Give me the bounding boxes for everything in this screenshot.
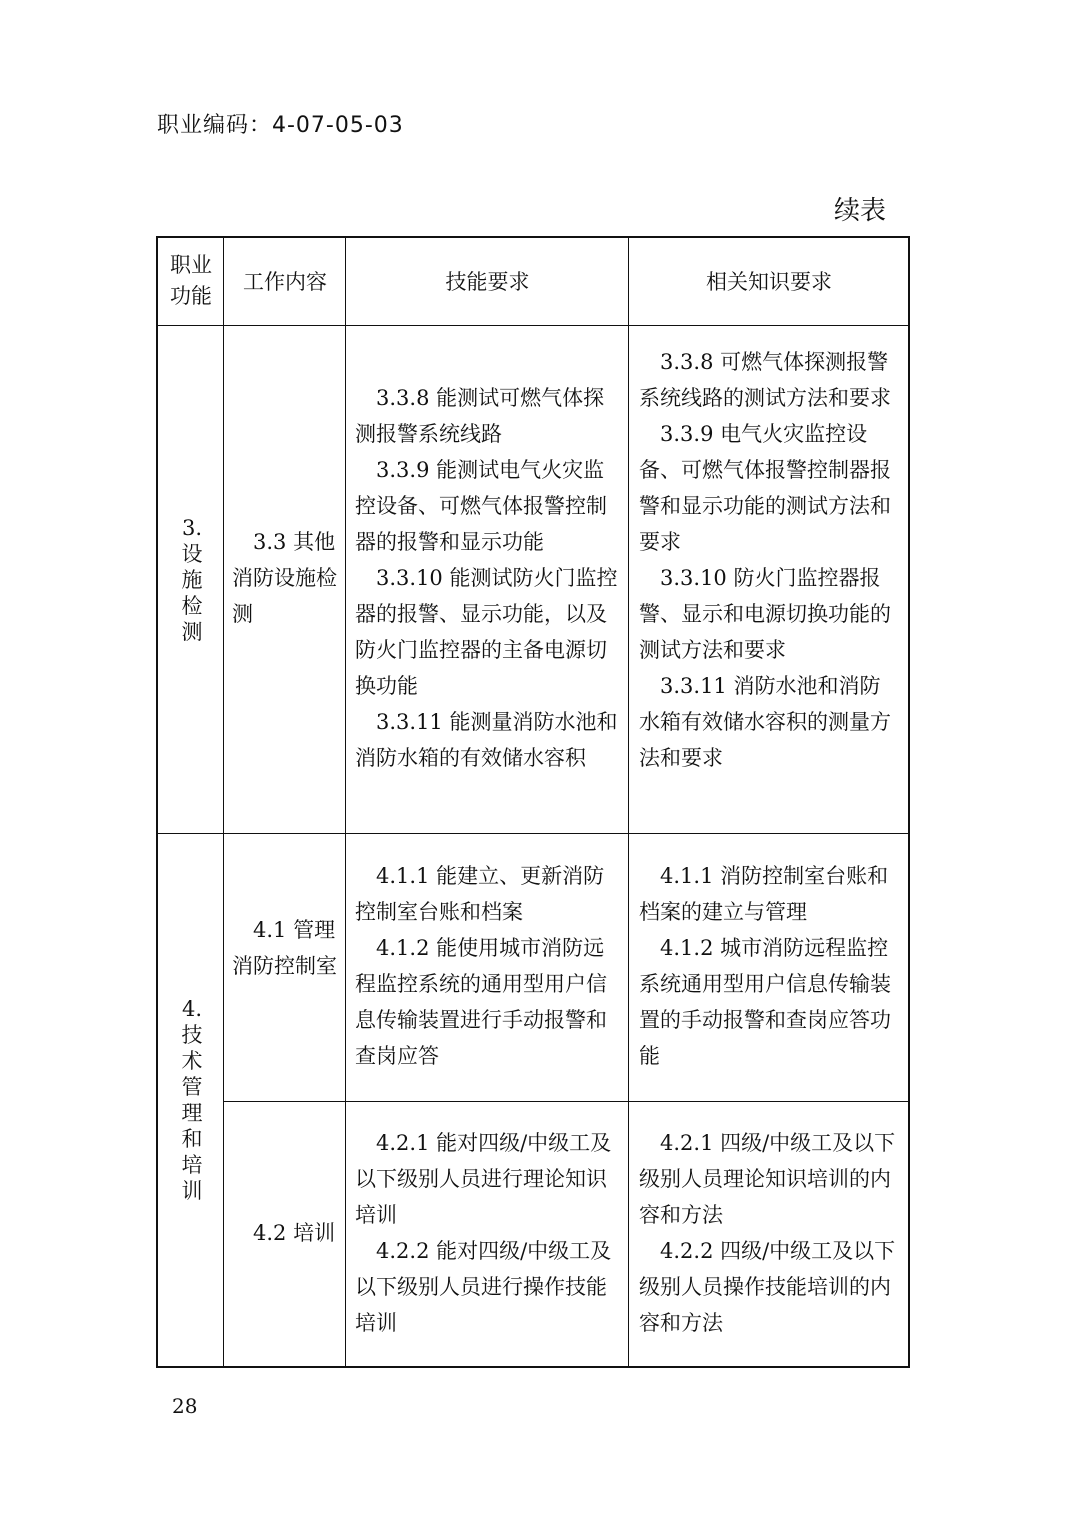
knowledge-4-1: 4.1.1 消防控制室台账和档案的建立与管理 4.1.2 城市消防远程监控系统通用型用户信息传输装置的手动报警和查岗应答功能 [639, 864, 891, 1068]
header-skills: 技能要求 [445, 270, 530, 294]
column-divider [345, 238, 346, 1366]
header-content: 工作内容 [243, 270, 327, 294]
header-function: 职业功能 [170, 253, 212, 308]
skills-3-3: 3.3.8 能测试可燃气体探测报警系统线路 3.3.9 能测试电气火灾监控设备、可燃气体报警控制器的报警和显示功能 3.3.10 能测试防火门监控器的报警、显示功能，以及防火门监控器的主备电源切换功能 3.3.11 能测量消防水池和消防水箱的有效储水容积 [355, 386, 618, 770]
continued-label: 续表 [833, 196, 886, 226]
content-4-2: 4.2 培训 [253, 1221, 336, 1245]
skills-4-1: 4.1.1 能建立、更新消防控制室台账和档案 4.1.2 能使用城市消防远程监控系统的通用型用户信息传输装置进行手动报警和查岗应答 [355, 864, 607, 1068]
function-4: 4. 技 术 管 理 和 培 训 [181, 997, 203, 1203]
header-knowledge: 相关知识要求 [706, 270, 832, 294]
knowledge-4-2: 4.2.1 四级/中级工及以下级别人员理论知识培训的内容和方法 4.2.2 四级/中级工及以下级别人员操作技能培训的内容和方法 [639, 1131, 896, 1335]
content-4-1: 4.1 管理消防控制室 [232, 918, 337, 978]
column-divider [223, 238, 224, 1366]
knowledge-3-3: 3.3.8 可燃气体探测报警系统线路的测试方法和要求 3.3.9 电气火灾监控设备、可燃气体报警控制器报警和显示功能的测试方法和要求 3.3.10 防火门监控器报警、显示和电源切换功能的测试方法和要求 3.3.11 消防水池和消防水箱有效储水容积的测量方法和要求 [639, 350, 891, 770]
page-number: 28 [172, 1394, 198, 1418]
row-divider [158, 833, 908, 834]
skills-4-2: 4.2.1 能对四级/中级工及以下级别人员进行理论知识培训 4.2.2 能对四级/中级工及以下级别人员进行操作技能培训 [355, 1131, 612, 1335]
row-divider [223, 1101, 908, 1102]
function-3: 3. 设 施 检 测 [181, 516, 203, 644]
skills-table [156, 236, 910, 1368]
occupation-code: 职业编码：4-07-05-03 [157, 113, 404, 138]
column-divider [628, 238, 629, 1366]
content-3-3: 3.3 其他消防设施检测 [232, 530, 337, 626]
row-divider [158, 325, 908, 326]
